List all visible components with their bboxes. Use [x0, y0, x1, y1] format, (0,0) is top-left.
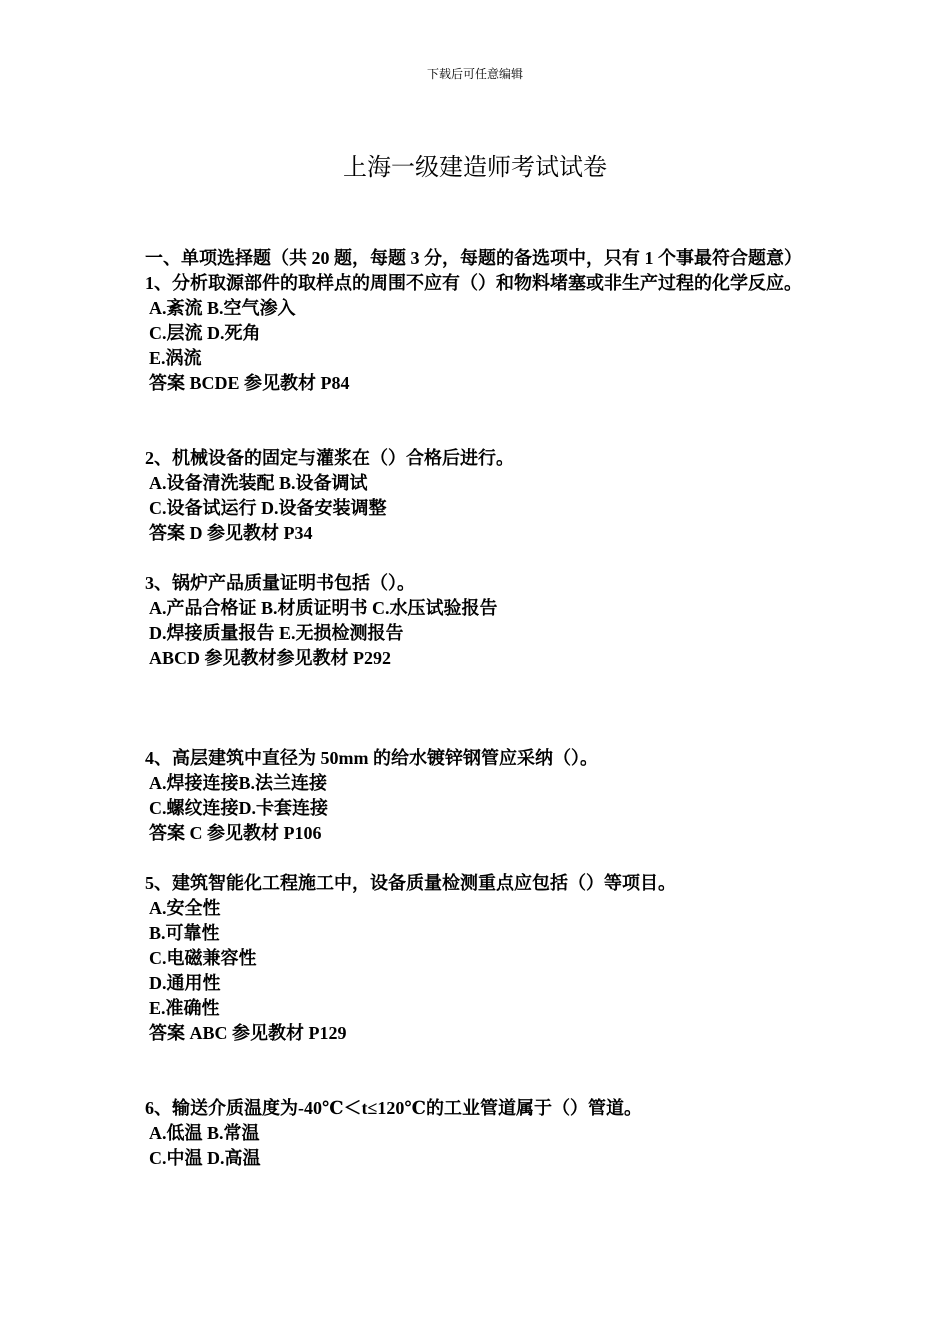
question-option-line: E.涡流: [149, 348, 202, 368]
question-option-line: A.产品合格证 B.材质证明书 C.水压试验报告: [149, 598, 498, 618]
question-stem: 6、输送介质温度为-40℃＜t≤120℃的工业管道属于（）管道。: [145, 1098, 643, 1118]
question-option-line: D.焊接质量报告 E.无损检测报告: [149, 623, 404, 643]
question-option-line: A.紊流 B.空气渗入: [149, 298, 296, 318]
question-option-line: A.设备清洗装配 B.设备调试: [149, 473, 368, 493]
document-title: 上海一级建造师考试试卷: [343, 155, 607, 181]
question-option-line: A.安全性: [149, 898, 221, 918]
question-option-line: E.准确性: [149, 998, 220, 1018]
question-block: [145, 446, 810, 546]
blank-line: [145, 696, 810, 721]
question-stem: 1、分析取源部件的取样点的周围不应有（）和物料堵塞或非生产过程的化学反应。: [145, 273, 802, 293]
blank-line: [145, 1046, 810, 1071]
question-answer: 答案 ABC 参见教材 P129: [149, 1023, 347, 1043]
blank-line: [145, 846, 810, 871]
question-option-line: C.螺纹连接D.卡套连接: [149, 798, 328, 818]
question-answer: 答案 D 参见教材 P34: [149, 523, 313, 543]
question-block: [145, 1096, 810, 1171]
blank-line: [145, 396, 810, 421]
question-option-line: A.焊接连接B.法兰连接: [149, 773, 328, 793]
blank-line: [145, 671, 810, 696]
question-answer: ABCD 参见教材参见教材 P292: [149, 648, 391, 668]
question-option-line: C.层流 D.死角: [149, 323, 261, 343]
blank-line: [145, 1071, 810, 1096]
question-option-line: B.可靠性: [149, 923, 220, 943]
question-block: [145, 271, 810, 396]
blank-line: [145, 721, 810, 746]
question-block: [145, 746, 810, 846]
question-option-line: A.低温 B.常温: [149, 1123, 260, 1143]
question-stem: 3、锅炉产品质量证明书包括（）。: [145, 573, 415, 593]
blank-line: [145, 421, 810, 446]
blank-line: [145, 546, 810, 571]
question-stem: 4、高层建筑中直径为 50mm 的给水镀锌钢管应采纳（）。: [145, 748, 598, 768]
page-header-note: 下载后可任意编辑: [426, 67, 523, 81]
question-answer: 答案 C 参见教材 P106: [149, 823, 322, 843]
question-answer: 答案 BCDE 参见教材 P84: [149, 373, 350, 393]
question-option-line: C.中温 D.高温: [149, 1148, 261, 1168]
question-option-line: C.设备试运行 D.设备安装调整: [149, 498, 387, 518]
question-option-line: D.通用性: [149, 973, 221, 993]
section-heading: 一、单项选择题（共 20 题，每题 3 分，每题的备选项中，只有 1 个事最符合题意）: [145, 248, 802, 268]
document-body: [145, 246, 810, 1171]
question-option-line: C.电磁兼容性: [149, 948, 257, 968]
question-block: [145, 871, 810, 1046]
question-stem: 5、建筑智能化工程施工中，设备质量检测重点应包括（）等项目。: [145, 873, 676, 893]
question-block: [145, 571, 810, 671]
question-stem: 2、机械设备的固定与灌浆在（）合格后进行。: [145, 448, 514, 468]
